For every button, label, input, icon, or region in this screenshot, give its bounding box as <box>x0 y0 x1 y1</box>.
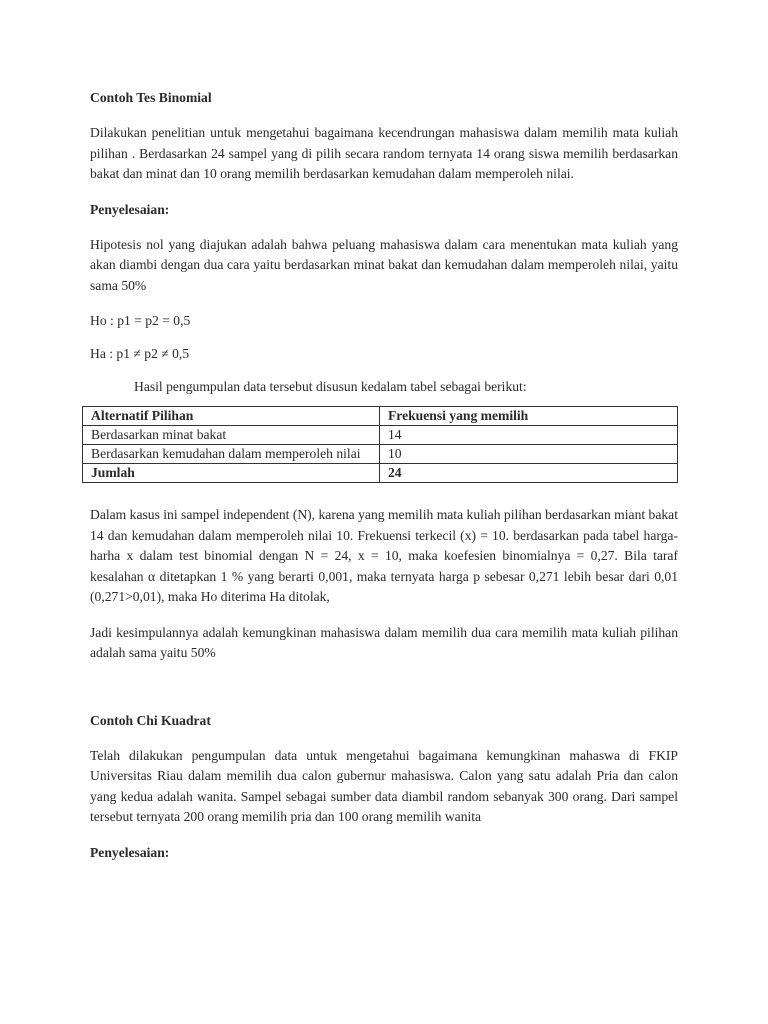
table-total-row <box>83 464 678 483</box>
table-cell: Jumlah <box>83 464 380 483</box>
section-spacer <box>90 679 678 711</box>
chi-square-intro-paragraph: Telah dilakukan pengumpulan data untuk mengetahui bagaimana kemungkinan mahaswa di FKIP Universitas Riau dalam memilih dua calon gubernur mahasiswa. Calon yang satu adalah Pria dan calon yang kedua adalah wanita. Sampel sebagai sumber data diambil random sebanyak 300 orang. Dari sampel tersebut ternyata 200 orang memilih pria dan 100 orang memilih wanita <box>90 747 678 824</box>
null-hypothesis: Ho : p1 = p2 = 0,5 <box>90 313 191 328</box>
table-header-row <box>83 407 678 426</box>
section-title-chi-square: Contoh Chi Kuadrat <box>90 712 211 728</box>
alternative-hypothesis: Ha : p1 ≠ p2 ≠ 0,5 <box>90 346 190 361</box>
table-cell: Berdasarkan minat bakat <box>83 426 380 445</box>
table-header-cell: Frekuensi yang memilih <box>380 407 678 426</box>
table-cell: 24 <box>380 464 678 483</box>
analysis-paragraph: Dalam kasus ini sampel independent (N), karena yang memilih mata kuliah pilihan berdasarkan miant bakat 14 dan kemudahan dalam memperoleh nilai 10. Frekuensi terkecil (x) = 10. berdasarkan pada tabel harga-harha x dalam test binomial dengan N = 24, x = 10, maka koefesien binomialnya = 0,27. Bila taraf kesalahan α ditetapkan 1 % yang berarti 0,001, maka ternyata harga p sebesar 0,271 lebih besar dari 0,01 (0,271>0,01), maka Ho diterima Ha ditolak, <box>90 507 678 604</box>
chi-square-solution-heading: Penyelesaian: <box>90 844 170 860</box>
table-header-cell: Alternatif Pilihan <box>83 407 380 426</box>
hypothesis-paragraph: Hipotesis nol yang diajukan adalah bahwa peluang mahasiswa dalam cara menentukan mata kuliah yang akan diambi dengan dua cara yaitu berdasarkan minat bakat dan kemudahan dalam memperoleh nilai, yaitu sama 50% <box>90 236 678 293</box>
binomial-solution-heading: Penyelesaian: <box>90 201 170 217</box>
frequency-table <box>82 406 678 483</box>
table-cell: 10 <box>380 445 678 464</box>
table-cell: Berdasarkan kemudahan dalam memperoleh nilai <box>83 445 380 464</box>
conclusion-paragraph: Jadi kesimpulannya adalah kemungkinan mahasiswa dalam memilih dua cara memilih mata kuliah pilihan adalah sama yaitu 50% <box>90 624 678 660</box>
document-page <box>90 88 678 878</box>
table-intro: Hasil pengumpulan data tersebut disusun kedalam tabel sebagai berikut: <box>134 379 527 394</box>
section-title-binomial: Contoh Tes Binomial <box>90 90 212 105</box>
table-cell: 14 <box>380 426 678 445</box>
binomial-intro-paragraph: Dilakukan penelitian untuk mengetahui bagaimana kecendrungan mahasiswa dalam memilih mata kuliah pilihan . Berdasarkan 24 sampel yang di pilih secara random ternyata 14 orang siswa memilih berdasarkan bakat dan minat dan 10 orang memilih berdasarkan kemudahan dalam memperoleh nilai. <box>90 125 678 181</box>
table-row <box>83 445 678 464</box>
table-row <box>83 426 678 445</box>
